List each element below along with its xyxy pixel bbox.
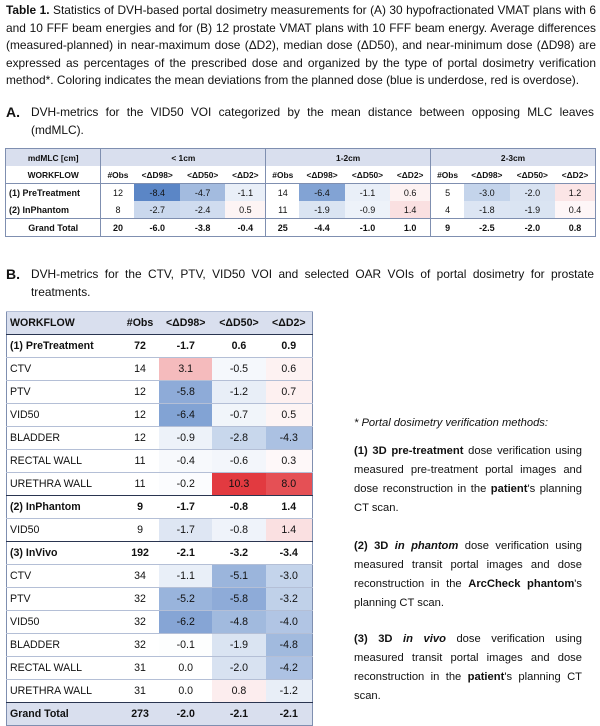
column-header: <ΔD2> (390, 166, 430, 184)
d98-cell: -6.4 (159, 404, 212, 427)
table-cell: 14 (277, 187, 288, 198)
d50-cell: -0.8 (212, 496, 265, 519)
table-b-header (7, 312, 313, 335)
total-cell: 9 (431, 219, 465, 237)
column-header: <ΔD50> (180, 166, 225, 184)
d50-cell: -4.8 (212, 611, 265, 634)
column-header: <ΔD50> (345, 166, 390, 184)
d98-cell: 3.1 (159, 358, 212, 381)
note3-end: 's planning CT scan. (354, 671, 582, 702)
notes-heading: * Portal dosimetry verification methods: (354, 417, 548, 429)
table-a (5, 148, 596, 237)
row-label: VID50 (7, 519, 122, 542)
column-header: #Obs (266, 166, 300, 184)
table-cell: -1.1 (345, 184, 390, 202)
mdmlc-label: mdMLC [cm] (6, 149, 101, 167)
total-cell: -2.5 (464, 219, 509, 237)
table-cell: 12 (112, 187, 123, 198)
note-inphantom (354, 537, 582, 613)
d50-cell: -2.8 (212, 427, 265, 450)
obs-cell: 32 (121, 588, 159, 611)
column-header: WORKFLOW (7, 312, 122, 335)
note1-text: dose verification using measured pre-treatment portal images and dose reconstruction in the (354, 445, 582, 495)
row-label: (1) PreTreatment (7, 335, 122, 358)
d2-cell: 0.6 (266, 358, 313, 381)
total-cell: 20 (101, 219, 135, 237)
total-cell: 25 (266, 219, 300, 237)
note3-target: patient (467, 671, 505, 683)
table-row (7, 611, 313, 634)
row-label: BLADDER (7, 634, 122, 657)
table-row (7, 634, 313, 657)
column-header: <ΔD98> (299, 166, 344, 184)
d98-cell: -1.1 (159, 565, 212, 588)
d2-cell: -3.0 (266, 565, 313, 588)
obs-cell: 12 (121, 404, 159, 427)
d2-cell: 0.9 (266, 335, 313, 358)
d50-cell: -1.2 (212, 381, 265, 404)
row-label: URETHRA WALL (7, 473, 122, 496)
d50-cell: -5.8 (212, 588, 265, 611)
d2-cell: -4.8 (266, 634, 313, 657)
table-b (6, 311, 313, 726)
table-row (7, 381, 313, 404)
obs-cell: 12 (121, 427, 159, 450)
table-cell: 4 (445, 204, 451, 215)
d98-cell: -0.1 (159, 634, 212, 657)
column-header: #Obs (431, 166, 465, 184)
obs-cell: 12 (121, 381, 159, 404)
table-row (7, 680, 313, 703)
table-cell: 11 (278, 204, 288, 215)
d2-cell: -1.2 (266, 680, 313, 703)
total-cell: 0.8 (555, 219, 595, 237)
obs-cell: 34 (121, 565, 159, 588)
row-label: RECTAL WALL (7, 450, 122, 473)
d98-cell: -1.7 (159, 496, 212, 519)
total-cell: -0.4 (225, 219, 265, 237)
table-row (7, 427, 313, 450)
obs-cell: 31 (121, 680, 159, 703)
table-row (7, 450, 313, 473)
d2-cell: 0.7 (266, 381, 313, 404)
d98-cell: -0.4 (159, 450, 212, 473)
column-header: <ΔD2> (266, 312, 313, 335)
row-label: PTV (7, 588, 122, 611)
section-a-heading (6, 104, 594, 137)
column-header: <ΔD50> (212, 312, 265, 335)
table-row (7, 588, 313, 611)
workflow-group-row (7, 496, 313, 519)
workflow-group-row (7, 542, 313, 565)
d50-cell: -2.0 (212, 657, 265, 680)
obs-cell: 31 (121, 657, 159, 680)
table-cell: -4.7 (180, 184, 225, 202)
table-a-total-row (6, 219, 596, 237)
row-label: URETHRA WALL (7, 680, 122, 703)
d98-cell: 0.0 (159, 657, 212, 680)
note2-end: 's planning CT scan. (354, 578, 582, 609)
note1-end: 's planning CT scan. (354, 483, 583, 514)
column-header: #Obs (121, 312, 159, 335)
total-label: Grand Total (6, 219, 101, 237)
column-header: <ΔD50> (510, 166, 555, 184)
obs-cell: 32 (121, 634, 159, 657)
d50-cell: -3.2 (212, 542, 265, 565)
table-cell: -6.4 (299, 184, 344, 202)
d2-cell: -4.3 (266, 427, 313, 450)
table-cell: 1.4 (390, 201, 430, 219)
obs-cell: 9 (121, 519, 159, 542)
d98-cell: 0.0 (159, 680, 212, 703)
row-label: RECTAL WALL (7, 657, 122, 680)
obs-cell: 14 (121, 358, 159, 381)
table-row (6, 184, 596, 202)
table-row (7, 473, 313, 496)
mdmlc-group: 2-3cm (431, 149, 596, 167)
column-header: <ΔD98> (464, 166, 509, 184)
total-cell: -1.0 (345, 219, 390, 237)
d50-cell: -0.8 (212, 519, 265, 542)
table-row (7, 565, 313, 588)
workflow-name: (2) InPhantom (6, 201, 101, 219)
table-row (7, 657, 313, 680)
note1-num: (1) 3D (354, 445, 392, 457)
table-b-total-row (7, 703, 313, 726)
d98-cell: -5.2 (159, 588, 212, 611)
note3-text: dose verification using measured transit portal images and dose reconstruction in the (354, 633, 582, 683)
total-cell: -4.4 (299, 219, 344, 237)
note2-text: dose verification using measured transit portal images and dose reconstruction in the (354, 540, 582, 590)
note1-method: pre-treatment (391, 445, 464, 457)
d98-cell: -2.1 (159, 542, 212, 565)
column-header: <ΔD98> (159, 312, 212, 335)
d50-cell: -1.9 (212, 634, 265, 657)
d98-cell: -0.2 (159, 473, 212, 496)
row-label: VID50 (7, 404, 122, 427)
note2-target: ArcCheck phantom (468, 578, 575, 590)
d98-cell: -1.7 (159, 519, 212, 542)
d50-cell: -0.5 (212, 358, 265, 381)
total-cell: -3.8 (180, 219, 225, 237)
mdmlc-group: 1-2cm (266, 149, 431, 167)
d2-cell: 1.4 (266, 496, 313, 519)
column-header: <ΔD2> (225, 166, 265, 184)
table-a-column-header (6, 166, 596, 184)
table-cell: 5 (445, 187, 451, 198)
row-label: (3) InVivo (7, 542, 122, 565)
column-header: #Obs (101, 166, 135, 184)
d2-cell: -4.2 (266, 657, 313, 680)
total-d50: -2.1 (212, 703, 265, 726)
obs-cell: 9 (121, 496, 159, 519)
total-cell: -2.0 (510, 219, 555, 237)
d2-cell: -3.2 (266, 588, 313, 611)
note3-num: (3) 3D (354, 633, 404, 645)
obs-cell: 72 (121, 335, 159, 358)
section-b-letter: B. (6, 266, 20, 282)
obs-cell: 11 (121, 473, 159, 496)
column-header: <ΔD2> (555, 166, 595, 184)
table-cell: 0.6 (390, 184, 430, 202)
row-label: BLADDER (7, 427, 122, 450)
d50-cell: 10.3 (212, 473, 265, 496)
workflow-group-row (7, 335, 313, 358)
total-d2: -2.1 (266, 703, 313, 726)
d2-cell: -4.0 (266, 611, 313, 634)
section-a-title: DVH-metrics for the VID50 VOI categorized by the mean distance between opposing MLC leaves (mdMLC). (31, 105, 594, 137)
d50-cell: -5.1 (212, 565, 265, 588)
d2-cell: 0.3 (266, 450, 313, 473)
table-cell: -1.8 (464, 201, 509, 219)
table-cell: 8 (115, 204, 121, 215)
caption-label: Table 1. (6, 3, 50, 17)
total-cell: 1.0 (390, 219, 430, 237)
note3-method: in vivo (403, 633, 446, 645)
d2-cell: 0.5 (266, 404, 313, 427)
table-cell: 1.2 (555, 184, 595, 202)
row-label: (2) InPhantom (7, 496, 122, 519)
note1-target: patient (490, 483, 528, 495)
total-cell: -6.0 (134, 219, 179, 237)
table-cell: -1.9 (510, 201, 555, 219)
row-label: CTV (7, 565, 122, 588)
caption-text: Statistics of DVH-based portal dosimetry measurements for (A) 30 hypofractionated VMAT plans with 6 and 10 FFF beam energies and for (B) 12 prostate VMAT plans with 10 FFF beam energy. Average differences (measured-planned) in near-maximum dose (ΔD2), median dose (ΔD50), and near-minimum dose (ΔD98) are expressed as percentages of the prescribed dose and organized by the type of portal dosimetry verification method*. Coloring indicates the mean deviations from the planned dose (blue is underdose, red is overdose). (6, 3, 596, 87)
total-obs: 273 (121, 703, 159, 726)
d50-cell: 0.8 (212, 680, 265, 703)
row-label: VID50 (7, 611, 122, 634)
table-row (6, 201, 596, 219)
section-a-letter: A. (6, 104, 20, 120)
d50-cell: -0.6 (212, 450, 265, 473)
d2-cell: -3.4 (266, 542, 313, 565)
row-label: PTV (7, 381, 122, 404)
note-pretreatment (354, 442, 582, 518)
table-a-group-header (6, 149, 596, 167)
table-cell: -0.9 (345, 201, 390, 219)
mdmlc-group: < 1cm (101, 149, 266, 167)
obs-cell: 32 (121, 611, 159, 634)
table-row (7, 358, 313, 381)
total-d98: -2.0 (159, 703, 212, 726)
table-row (7, 404, 313, 427)
d50-cell: 0.6 (212, 335, 265, 358)
d98-cell: -5.8 (159, 381, 212, 404)
table-cell: -2.0 (510, 184, 555, 202)
row-label: CTV (7, 358, 122, 381)
column-header: <ΔD98> (134, 166, 179, 184)
table-cell: -3.0 (464, 184, 509, 202)
note-invivo (354, 630, 582, 706)
obs-cell: 11 (121, 450, 159, 473)
table-cell: -2.7 (134, 201, 179, 219)
table-cell: -2.4 (180, 201, 225, 219)
d98-cell: -0.9 (159, 427, 212, 450)
table-caption (6, 2, 596, 90)
workflow-name: (1) PreTreatment (6, 184, 101, 202)
table-cell: -8.4 (134, 184, 179, 202)
table-cell: 0.5 (225, 201, 265, 219)
total-label: Grand Total (7, 703, 122, 726)
table-cell: 0.4 (555, 201, 595, 219)
table-cell: -1.9 (299, 201, 344, 219)
section-b-title: DVH-metrics for the CTV, PTV, VID50 VOI and selected OAR VOIs of portal dosimetry for prostate treatments. (31, 267, 594, 299)
d98-cell: -6.2 (159, 611, 212, 634)
workflow-header: WORKFLOW (6, 166, 101, 184)
note2-method: in phantom (394, 540, 459, 552)
section-b-heading (6, 266, 594, 299)
d50-cell: -0.7 (212, 404, 265, 427)
table-row (7, 519, 313, 542)
d98-cell: -1.7 (159, 335, 212, 358)
table-cell: -1.1 (225, 184, 265, 202)
obs-cell: 192 (121, 542, 159, 565)
d2-cell: 8.0 (266, 473, 313, 496)
d2-cell: 1.4 (266, 519, 313, 542)
note2-num: (2) 3D (354, 540, 395, 552)
